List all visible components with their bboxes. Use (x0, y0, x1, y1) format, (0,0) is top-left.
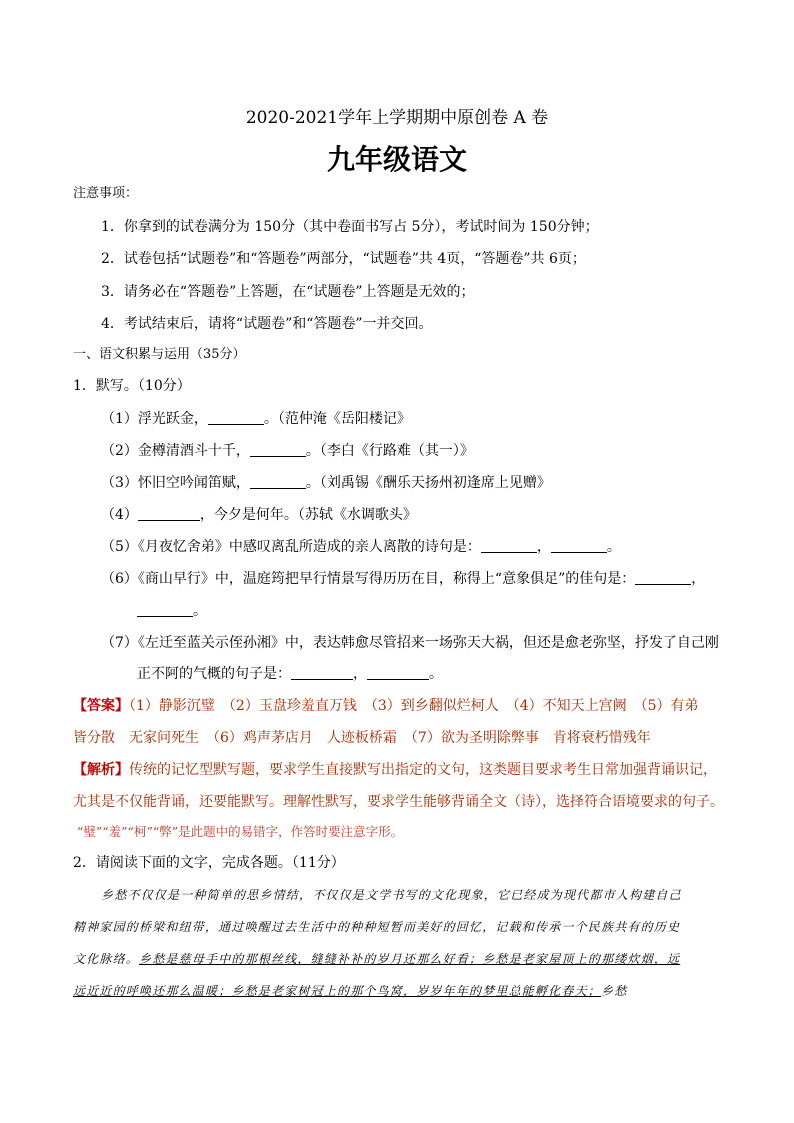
underlined-sentence: 远近近的呼唤还那么温暖；乡愁是老家树冠上的那个鸟窝，岁岁年年的梦里总能孵化春天； (73, 984, 602, 998)
q1-item-6-cont: 。 (137, 601, 207, 621)
exam-title: 2020-2021学年上学期期中原创卷 A 卷 (245, 108, 549, 128)
notice-item-4: 4．考试结束后，请将“试题卷”和“答题卷”一并交回。 (101, 316, 433, 332)
q1-item-7-cont: 正不阿的气概的句子是： ， 。 (137, 666, 443, 682)
answer-blank (481, 538, 537, 553)
answer-blank (291, 665, 353, 680)
q1-item-4: （4） ，今夕是何年。（苏轼《水调歌头》 (101, 507, 417, 523)
q1-item-2: （2）金樽清酒斗十千， 。（李白《行路难（其一）》 (101, 443, 474, 459)
passage-line-4: 远近近的呼唤还那么温暖；乡愁是老家树冠上的那个鸟窝，岁岁年年的梦里总能孵化春天；乡愁 (73, 984, 628, 998)
passage-line-3: 文化脉络。乡愁是慈母手中的那根丝线，缝缝补补的岁月还那么好看；乡愁是老家屋顶上的那缕炊烟，远 (73, 952, 681, 966)
analysis-note: “璧”“羞”“柯”“弊”是此题中的易错字，作答时要注意字形。 (77, 824, 404, 839)
notice-item-2: 2．试卷包括“试题卷”和“答题卷”两部分，“试题卷”共 4页，“答题卷”共 6页； (101, 251, 586, 267)
underlined-sentence: 乡愁是慈母手中的那根丝线，缝缝补补的岁月还那么好看；乡愁是老家屋顶上的那缕炊烟，远 (139, 952, 681, 966)
passage-line-2: 精神家园的桥梁和纽带，通过唤醒过去生活中的种种短暂而美好的回忆，记载和传承一个民族共有的历史 (73, 920, 681, 934)
answer-blank (208, 410, 264, 425)
analysis-tag: 【解析】 (73, 762, 129, 778)
q1-item-3: （3）怀旧空吟闻笛赋， 。（刘禹锡《酬乐天扬州初逢席上见赠》 (101, 475, 551, 491)
q1-item-7: （7）《左迁至蓝关示侄孙湘》中，表达韩愈尽管招来一场弥天大祸，但还是愈老弥坚，抒发了自己刚 (101, 635, 719, 651)
q1-item-1: （1）浮光跃金， 。（范仲淹《岳阳楼记》 (101, 411, 411, 427)
question-1-stem: 1．默写。（10分） (73, 378, 191, 394)
analysis-line-2: 尤其是不仅能背诵，还要能默写。理解性默写，要求学生能够背诵全文（诗），选择符合语境要求的句子。 (73, 794, 724, 810)
q1-item-5: （5）《月夜忆舍弟》中感叹离乱所造成的亲人离散的诗句是： ， 。 (101, 539, 621, 555)
answer-line-1: 【答案】（1）静影沉璧 （2）玉盘珍羞直万钱 （3）到乡翻似烂柯人 （4）不知天上宫阙 （5）有弟 (73, 698, 699, 714)
analysis-line-1: 【解析】传统的记忆型默写题，要求学生直接默写出指定的文句，这类题目要求考生日常加强背诵识记， (73, 762, 717, 778)
answer-blank (367, 665, 429, 680)
answer-blank (250, 474, 306, 489)
passage-line-1: 乡愁不仅仅是一种简单的思乡情结，不仅仅是文学书写的文化现象，它已经成为现代都市人构建自己 (101, 888, 682, 902)
answer-blank (138, 506, 200, 521)
answer-blank (551, 538, 607, 553)
answer-blank (635, 570, 691, 585)
answer-blank (137, 602, 193, 617)
answer-tag: 【答案】 (73, 698, 129, 714)
answer-line-2: 皆分散 无家问死生 （6）鸡声茅店月 人迹板桥霜 （7）欲为圣明除弊事 肯将衰朽惜残年 (73, 730, 651, 746)
notice-item-1: 1．你拿到的试卷满分为 150分（其中卷面书写占 5分），考试时间为 150分钟； (101, 219, 599, 235)
question-2-stem: 2．请阅读下面的文字，完成各题。（11分） (73, 855, 345, 871)
subject-title: 九年级语文 (326, 143, 467, 176)
notice-heading: 注意事项： (73, 186, 139, 201)
answer-blank (250, 442, 306, 457)
q1-item-6: （6）《商山早行》中，温庭筠把早行情景写得历历在目，称得上“意象俱足”的佳句是： ， (101, 571, 706, 587)
notice-item-3: 3．请务必在“答题卷”上答题，在“试题卷”上答题是无效的； (101, 284, 475, 300)
section-heading: 一、语文积累与运用（35分） (73, 347, 246, 362)
